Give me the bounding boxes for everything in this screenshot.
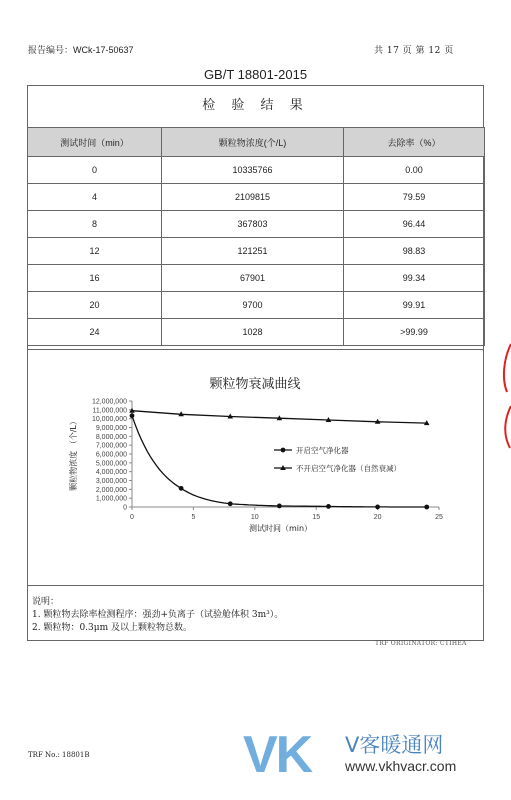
trf-originator: TRF ORIGINATOR: CTIHEA bbox=[375, 640, 467, 647]
point-purifier-on bbox=[130, 413, 135, 418]
cell-removal-rate: >99.99 bbox=[344, 319, 485, 346]
header-concentration: 颗粒物浓度(个/L) bbox=[162, 128, 344, 157]
y-tick-label: 4,000,000 bbox=[95, 469, 127, 477]
watermark-brand: V客暖通网 bbox=[345, 733, 444, 757]
chart-title: 颗粒物衰减曲线 bbox=[209, 377, 301, 392]
legend-label-natural-decay: 不开启空气净化器（自然衰减） bbox=[296, 464, 401, 473]
x-tick-label: 20 bbox=[373, 514, 382, 521]
y-tick-label: 2,000,000 bbox=[95, 486, 127, 494]
results-title: 检 验 结 果 bbox=[202, 98, 309, 113]
cell-concentration: 367803 bbox=[162, 211, 344, 238]
y-tick-label: 1,000,000 bbox=[95, 495, 127, 503]
table-row bbox=[28, 211, 485, 238]
table-row bbox=[28, 157, 485, 184]
series-line-purifier-on bbox=[132, 416, 427, 507]
x-tick-label: 0 bbox=[130, 514, 134, 521]
cell-concentration: 67901 bbox=[162, 265, 344, 292]
watermark-vk-mark: VK bbox=[243, 726, 312, 784]
y-tick-label: 8,000,000 bbox=[95, 433, 127, 441]
cell-removal-rate: 79.59 bbox=[344, 184, 485, 211]
decay-chart bbox=[27, 350, 484, 586]
table-row bbox=[28, 184, 485, 211]
x-tick-label: 10 bbox=[250, 514, 259, 521]
cell-time: 24 bbox=[28, 319, 162, 346]
cell-removal-rate: 96.44 bbox=[344, 211, 485, 238]
report-number: 报告编号：WCk-17-50637 bbox=[28, 45, 134, 56]
cell-time: 16 bbox=[28, 265, 162, 292]
y-tick-label: 5,000,000 bbox=[95, 460, 127, 468]
notes-heading: 说明： bbox=[32, 597, 60, 607]
cell-concentration: 2109815 bbox=[162, 184, 344, 211]
standard-title: GB/T 18801-2015 bbox=[203, 67, 308, 82]
watermark-logo bbox=[243, 725, 511, 800]
point-purifier-on bbox=[424, 505, 429, 510]
point-purifier-on bbox=[179, 486, 184, 491]
cell-removal-rate: 98.83 bbox=[344, 238, 485, 265]
y-axis-label: 颗粒物浓度 （个/L） bbox=[69, 417, 78, 491]
y-tick-label: 0 bbox=[123, 504, 127, 512]
y-tick-label: 6,000,000 bbox=[95, 451, 127, 459]
header-time: 测试时间（min） bbox=[28, 128, 162, 157]
cell-time: 0 bbox=[28, 157, 162, 184]
table-header-row bbox=[28, 128, 485, 157]
cell-concentration: 1028 bbox=[162, 319, 344, 346]
x-tick-label: 25 bbox=[435, 514, 443, 521]
cell-concentration: 121251 bbox=[162, 238, 344, 265]
x-axis-label: 测试时间（min） bbox=[248, 524, 313, 533]
results-table bbox=[27, 127, 485, 346]
point-purifier-on bbox=[326, 504, 331, 509]
y-tick-label: 9,000,000 bbox=[95, 425, 127, 432]
y-tick-label: 7,000,000 bbox=[95, 442, 127, 450]
point-purifier-on bbox=[375, 505, 380, 510]
point-purifier-on bbox=[277, 504, 282, 509]
cell-time: 8 bbox=[28, 211, 162, 238]
cell-removal-rate: 99.91 bbox=[344, 292, 485, 319]
cell-concentration: 10335766 bbox=[162, 157, 344, 184]
trf-number: TRF No.: 18801B bbox=[28, 751, 90, 759]
y-tick-label: 3,000,000 bbox=[95, 478, 127, 485]
x-tick-label: 5 bbox=[191, 514, 196, 521]
decay-chart-panel bbox=[27, 349, 484, 586]
y-tick-label: 10,000,000 bbox=[91, 416, 127, 424]
legend-marker-purifier-on bbox=[281, 448, 286, 453]
header-removal-rate: 去除率（%） bbox=[344, 128, 485, 157]
table-row bbox=[28, 292, 485, 319]
legend-label-purifier-on: 开启空气净化器 bbox=[296, 446, 349, 455]
cell-removal-rate: 0.00 bbox=[344, 157, 485, 184]
cell-time: 20 bbox=[28, 292, 162, 319]
point-purifier-on bbox=[228, 501, 233, 506]
table-row bbox=[28, 238, 485, 265]
table-row bbox=[28, 265, 485, 292]
table-row bbox=[28, 319, 485, 346]
x-tick-label: 15 bbox=[312, 514, 321, 521]
note-line-1: 1. 颗粒物去除率检测程序：强劲+负离子（试验舱体积 3m³）。 bbox=[32, 610, 284, 620]
cell-concentration: 9700 bbox=[162, 292, 344, 319]
cell-time: 4 bbox=[28, 184, 162, 211]
seal-stamp-edge bbox=[498, 340, 511, 450]
cell-removal-rate: 99.34 bbox=[344, 265, 485, 292]
notes bbox=[32, 596, 283, 635]
y-tick-label: 12,000,000 bbox=[91, 398, 127, 406]
watermark-site: www.vkhvacr.com bbox=[345, 758, 457, 774]
page-info: 共 17 页 第 12 页 bbox=[374, 46, 454, 56]
cell-time: 12 bbox=[28, 238, 162, 265]
note-line-2: 2. 颗粒物：0.3μm 及以上颗粒物总数。 bbox=[32, 623, 193, 633]
y-tick-label: 11,000,000 bbox=[92, 407, 127, 415]
